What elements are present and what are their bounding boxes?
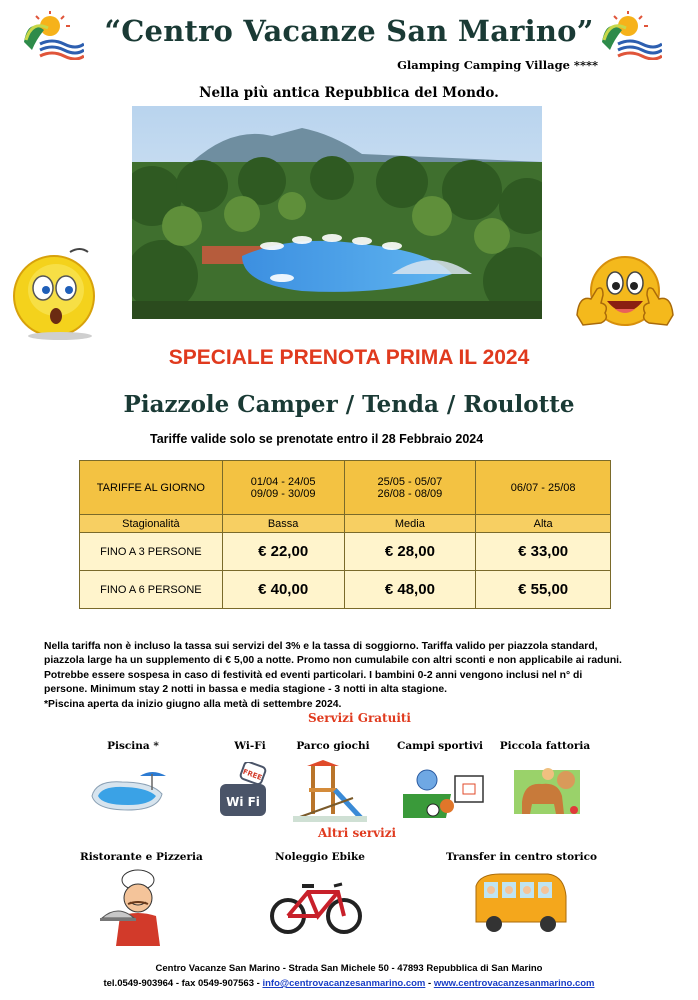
period-cell: 01/04 - 24/05 09/09 - 30/09 [222,461,344,515]
email-link[interactable]: info@centrovacanzesanmarino.com [262,978,426,989]
pool-icon [88,766,170,816]
season-label: Bassa [222,515,344,533]
table-row [80,533,611,571]
farm-icon [512,760,584,822]
service-label-ebike: Noleggio Ebike [275,851,365,863]
service-label-farm: Piccola fattoria [499,740,591,752]
pitch-types: Piazzole Camper / Tenda / Roulotte [123,391,575,418]
svg-text:Wi Fi: Wi Fi [226,795,260,809]
season-label: Alta [476,515,611,533]
phone-fax: tel.0549-903964 - fax 0549-907563 [103,978,255,989]
thumbs-up-smiley-icon [575,245,675,345]
price-cell: € 22,00 [222,533,344,571]
season-header: Stagionalità [80,515,223,533]
period-cell: 25/05 - 05/07 26/08 - 08/09 [344,461,476,515]
season-row [80,515,611,533]
service-label-wifi: Wi-Fi [234,740,266,752]
service-label-transfer: Transfer in centro storico [446,851,598,863]
bus-icon [470,868,570,936]
season-label: Media [344,515,476,533]
tagline: Nella più antica Repubblica del Mondo. [199,85,499,101]
other-services-title: Altri servizi [318,826,397,840]
table-header-row [80,461,611,515]
price-cell: € 28,00 [344,533,476,571]
subtitle: Glamping Camping Village **** [397,58,598,72]
rates-table [79,460,611,609]
chef-icon [98,868,174,948]
promo-headline: SPECIALE PRENOTA PRIMA IL 2024 [168,346,530,369]
price-cell: € 40,00 [222,571,344,609]
terms-notes: Nella tariffa non è incluso la tassa sui servizi del 3% e la tassa di soggiorno. Tariffa valido per piazzola standard, piazzola large ha un supplemento di € 5,00 a notte. Promo non cumulabile con altri sconti e non applicabile ai raduni. Potrebbe essere sospesa in caso di festività ed eventi particolari. I bambini 0-2 anni vengono inclusi nel n° di persone. Minimum stay 2 notti in bassa e media stagione - 3 notti in alta stagione. *Piscina aperta da inizio giugno alla metà di settembre 2024. [44,641,622,710]
service-label-playground: Parco giochi [296,740,370,752]
price-cell: € 48,00 [344,571,476,609]
row-label: FINO A 6 PERSONE [80,571,223,609]
footer-address: Centro Vacanze San Marino - Strada San Michele 50 - 47893 Repubblica di San Marino [155,963,543,974]
free-services-title: Servizi Gratuiti [308,711,411,725]
period-cell: 06/07 - 25/08 [476,461,611,515]
price-cell: € 55,00 [476,571,611,609]
ebike-icon [268,878,364,938]
playground-icon [293,758,367,824]
website-link[interactable]: www.centrovacanzesanmarino.com [433,978,595,989]
footer-separator: - [428,978,432,989]
sports-icon [403,766,489,822]
row-label: FINO A 3 PERSONE [80,533,223,571]
service-label-sports: Campi sportivi [397,740,483,752]
corner-label: TARIFFE AL GIORNO [80,461,223,515]
surprised-smiley-icon [10,240,110,340]
validity-note: Tariffe valide solo se prenotate entro il 28 Febbraio 2024 [150,432,484,446]
service-label-restaurant: Ristorante e Pizzeria [80,851,203,863]
price-cell: € 33,00 [476,533,611,571]
service-label-pool: Piscina * [107,740,159,752]
svg-text:FREE: FREE [241,767,263,783]
footer-separator: - [256,978,260,989]
wifi-icon [218,762,268,818]
page-title: “Centro Vacanze San Marino” [104,14,594,48]
table-row [80,571,611,609]
footer-contacts [0,978,698,989]
campsite-pool-photo [132,106,542,319]
